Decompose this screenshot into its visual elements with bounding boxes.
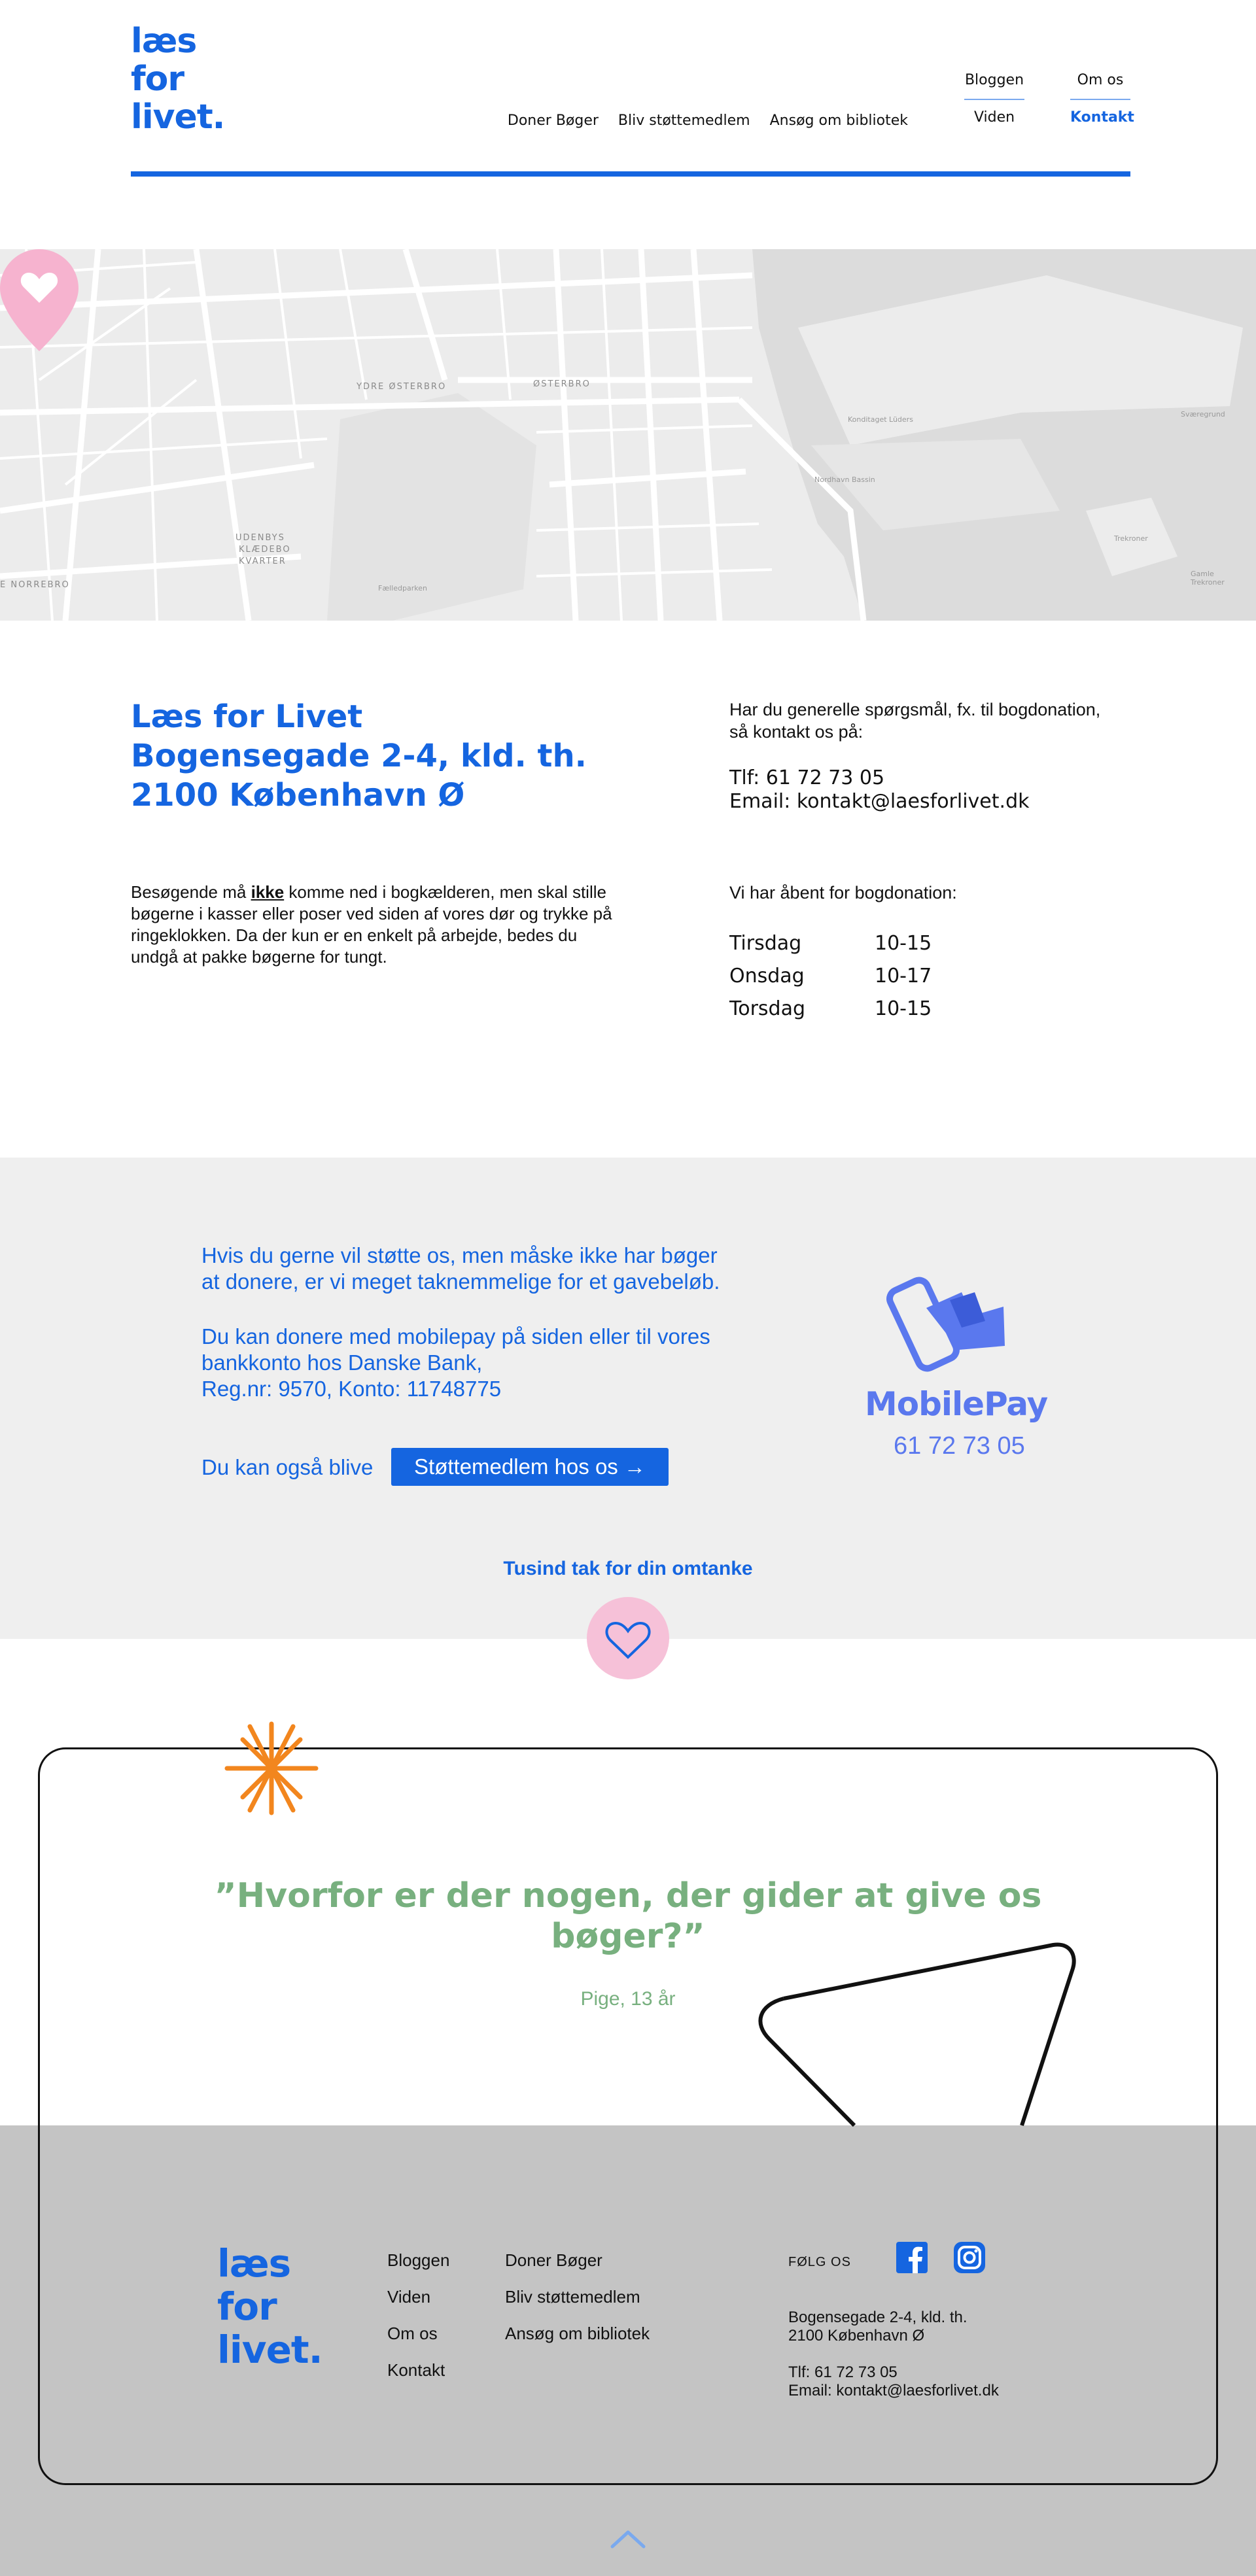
footer-links-2 — [505, 2242, 650, 2352]
map-label-konditaget: Konditaget Lüders — [848, 415, 913, 424]
nav-link-viden[interactable]: Viden — [973, 109, 1015, 126]
become-member-button[interactable]: Støttemedlem hos os → — [391, 1448, 669, 1486]
footer-phone[interactable]: Tlf: 61 72 73 05 — [788, 2363, 898, 2381]
hours-row — [729, 960, 932, 993]
donation-paragraph-2 — [201, 1324, 710, 1402]
contact-phone[interactable]: Tlf: 61 72 73 05 — [729, 766, 885, 789]
hours-row — [729, 927, 932, 960]
map-label-osterbro: ØSTERBRO — [533, 379, 591, 389]
visitor-note — [131, 882, 628, 968]
contact-intro — [729, 698, 1148, 743]
contact-details — [729, 766, 1029, 814]
contact-intro-line: Har du generelle spørgsmål, fx. til bogdonation, — [729, 700, 1101, 719]
opening-intro: Vi har åbent for bogdonation: — [729, 883, 957, 902]
quote-line: ”Hvorfor er der nogen, der gider at give os — [214, 1876, 1042, 1915]
footer-link-bliv-stottemedlem[interactable]: Bliv støttemedlem — [505, 2287, 640, 2307]
member-prompt: Du kan også blive — [201, 1455, 374, 1479]
footer-link-om-os[interactable]: Om os — [387, 2324, 438, 2343]
logo-line: læs — [131, 22, 197, 61]
hours-day: Tirsdag — [729, 932, 802, 955]
scroll-to-top-chevron-up-icon[interactable] — [610, 2528, 646, 2549]
thanks-text: Tusind tak for din omtanke — [503, 1558, 753, 1579]
map-label-kvarter: KVARTER — [239, 557, 287, 566]
hours-time: 10-17 — [875, 965, 932, 987]
donation-line: Hvis du gerne vil støtte os, men måske ikke har bøger — [201, 1243, 718, 1267]
nav-link-kontakt[interactable]: Kontakt — [1070, 109, 1134, 126]
nav-column-2 — [1070, 72, 1134, 126]
mobilepay-wordmark: MobilePay — [865, 1385, 1048, 1423]
quote-line: bøger?” — [551, 1917, 705, 1956]
location-map[interactable] — [0, 249, 1256, 621]
donation-line: Reg.nr: 9570, Konto: 11748775 — [201, 1377, 502, 1401]
follow-us-label: FØLG OS — [788, 2255, 851, 2269]
visitor-note-emphasis: ikke — [251, 882, 285, 902]
hours-day: Torsdag — [729, 997, 806, 1020]
testimonial-quote — [196, 1876, 1060, 1957]
footer-address-line: 2100 København Ø — [788, 2327, 925, 2344]
donation-paragraph-1 — [201, 1243, 720, 1295]
map-label-trekroner: Trekroner — [1114, 534, 1148, 543]
map-label-ydre-osterbro: YDRE ØSTERBRO — [357, 382, 447, 392]
donation-line: at donere, er vi meget taknemmelige for et gavebeløb. — [201, 1269, 720, 1294]
opening-hours — [729, 927, 932, 1025]
logo-line: for — [217, 2284, 277, 2329]
nav-link-bloggen[interactable]: Bloggen — [964, 72, 1024, 100]
contact-email[interactable]: Email: kontakt@laesforlivet.dk — [729, 790, 1030, 813]
testimonial-author: Pige, 13 år — [580, 1988, 676, 2010]
contact-intro-line: så kontakt os på: — [729, 722, 864, 742]
logo-line: læs — [217, 2241, 291, 2286]
hours-day: Onsdag — [729, 965, 805, 987]
nav-column-1 — [964, 72, 1024, 126]
main-nav — [508, 112, 908, 129]
map-label-udenbys: UDENBYS — [236, 533, 285, 543]
nav-link-ansog-om-bibliotek[interactable]: Ansøg om bibliotek — [769, 112, 908, 129]
mobilepay-number: 61 72 73 05 — [894, 1432, 1025, 1460]
footer-contact — [788, 2363, 999, 2400]
footer-link-bloggen[interactable]: Bloggen — [387, 2250, 450, 2270]
heart-badge — [587, 1597, 669, 1679]
footer-link-ansog-om-bibliotek[interactable]: Ansøg om bibliotek — [505, 2324, 650, 2343]
visitor-note-text: Besøgende må — [131, 882, 251, 902]
contact-heading — [131, 697, 587, 815]
instagram-icon[interactable] — [954, 2242, 985, 2273]
map-label-svaeregrund: Sværegrund — [1181, 410, 1225, 419]
map-label-faelledparken: Fælledparken — [378, 584, 427, 592]
logo-line: livet. — [217, 2327, 323, 2372]
map-label-klaedebo: KLÆDEBO — [239, 545, 291, 555]
facebook-icon[interactable] — [896, 2242, 928, 2273]
donation-line: Du kan donere med mobilepay på siden eller til vores — [201, 1324, 710, 1348]
map-streets — [0, 249, 1256, 621]
nav-link-om-os[interactable]: Om os — [1070, 72, 1130, 100]
nav-link-bliv-stottemedlem[interactable]: Bliv støttemedlem — [618, 112, 750, 129]
testimonial-frame — [38, 1747, 1218, 2485]
donation-line: bankkonto hos Danske Bank, — [201, 1350, 483, 1375]
footer-address-line: Bogensegade 2-4, kld. th. — [788, 2309, 968, 2326]
logo-line: livet. — [131, 97, 225, 137]
site-logo[interactable] — [131, 22, 224, 136]
footer-link-viden[interactable]: Viden — [387, 2287, 431, 2307]
footer-logo[interactable] — [217, 2242, 323, 2371]
header-divider — [131, 171, 1130, 177]
contact-title-line: Læs for Livet — [131, 698, 363, 735]
footer-link-kontakt[interactable]: Kontakt — [387, 2360, 445, 2380]
footer-links-1 — [387, 2242, 449, 2388]
hours-time: 10-15 — [875, 932, 932, 955]
hours-row — [729, 993, 932, 1025]
footer-address — [788, 2309, 968, 2345]
map-pin-icon[interactable] — [0, 249, 78, 351]
nav-link-doner-boger[interactable]: Doner Bøger — [507, 112, 599, 129]
site-header — [131, 0, 1134, 178]
map-label-norrebro: E NORREBRO — [0, 580, 70, 590]
visitor-note-text: komme ned i bogkælderen, men skal stille bøgerne i kasser eller poser ved siden af vores dør og trykke på ringeklokken. Da der kun er en enkelt på arbejde, bedes du undgå at pakke bøgerne for tungt. — [131, 882, 612, 967]
map-label-nordhavn: Nordhavn Bassin — [814, 475, 875, 484]
heart-icon — [587, 1597, 669, 1679]
footer-link-doner-boger[interactable]: Doner Bøger — [505, 2250, 602, 2270]
logo-line: for — [131, 60, 184, 99]
map-label-gamle-trekroner: Gamle Trekroner — [1191, 570, 1225, 587]
footer-email[interactable]: Email: kontakt@laesforlivet.dk — [788, 2382, 999, 2399]
contact-title-line: 2100 København Ø — [131, 777, 465, 814]
hours-time: 10-15 — [875, 997, 932, 1020]
contact-title-line: Bogensegade 2-4, kld. th. — [131, 738, 587, 774]
